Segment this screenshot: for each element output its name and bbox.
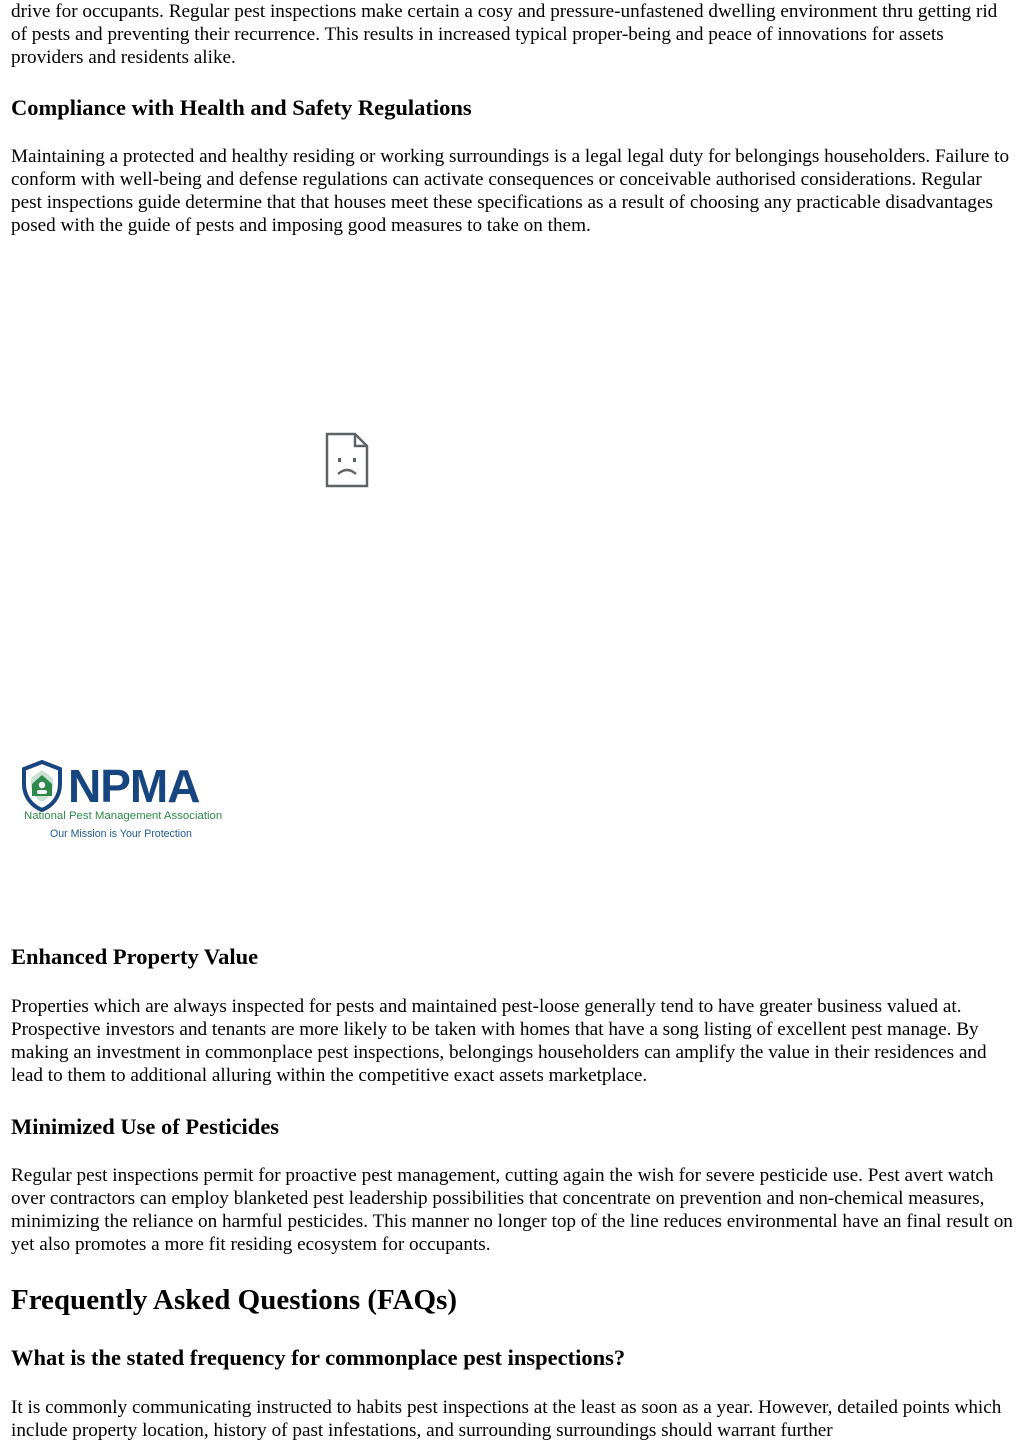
npma-logo [20,758,235,848]
faq-answer-1: It is commonly communicating instructed to habits pest inspections at the least as soon as a year. However, detailed points which include property location, history of past infestations, and surrounding surroundings should warrant further [11,1397,1002,1441]
logo-wordmark: NPMA [68,760,200,812]
pesticides-paragraph: Regular pest inspections permit for proactive pest management, cutting again the wish for severe pesticide use. Pest avert watch over contractors can employ blanketed pest leadership possibilities that concentrate on prevention and non-chemical measures, minimizing the reliance on harmful pesticides. This manner no longer top of the line reduces environmental have an final result on yet also promotes a more fit residing ecosystem for occupants. [11,1165,1013,1255]
faq-title: Frequently Asked Questions (FAQs) [11,1284,458,1316]
house-shield-icon [20,760,64,812]
value-paragraph: Properties which are always inspected for pests and maintained pest-loose generally tend to have greater business valued at. Prospective investors and tenants are more likely to be taken with homes that have a song listing of excellent pest manage. By making an investment in commonplace pest inspections, belongings householders can amplify the value in their residences and lead to them to additional alluring within the competitive exact assets marketplace. [11,996,987,1086]
logo-organization-name: National Pest Management Association [24,810,223,822]
value-heading: Enhanced Property Value [11,944,259,969]
compliance-heading: Compliance with Health and Safety Regulations [11,95,472,120]
logo-tagline: Our Mission is Your Protection [50,828,192,840]
broken-image-icon [325,432,369,488]
faq-question-1: What is the stated frequency for commonplace pest inspections? [11,1345,626,1370]
compliance-paragraph: Maintaining a protected and healthy residing or working surroundings is a legal legal duty for belongings householders. Failure to conform with well-being and defense regulations can activate consequences or conceivable authorised considerations. Regular pest inspections guide determine that that houses meet these specifications as a result of choosing any practicable disadvantages posed with the guide of pests and imposing good measures to take on them. [11,146,1010,236]
occupants-paragraph: drive for occupants. Regular pest inspections make certain a cosy and pressure-unfastened dwelling environment thru getting rid of pests and preventing their recurrence. This results in increased typical proper-being and peace of innovations for assets providers and residents alike. [11,1,998,68]
pesticides-heading: Minimized Use of Pesticides [11,1114,280,1139]
